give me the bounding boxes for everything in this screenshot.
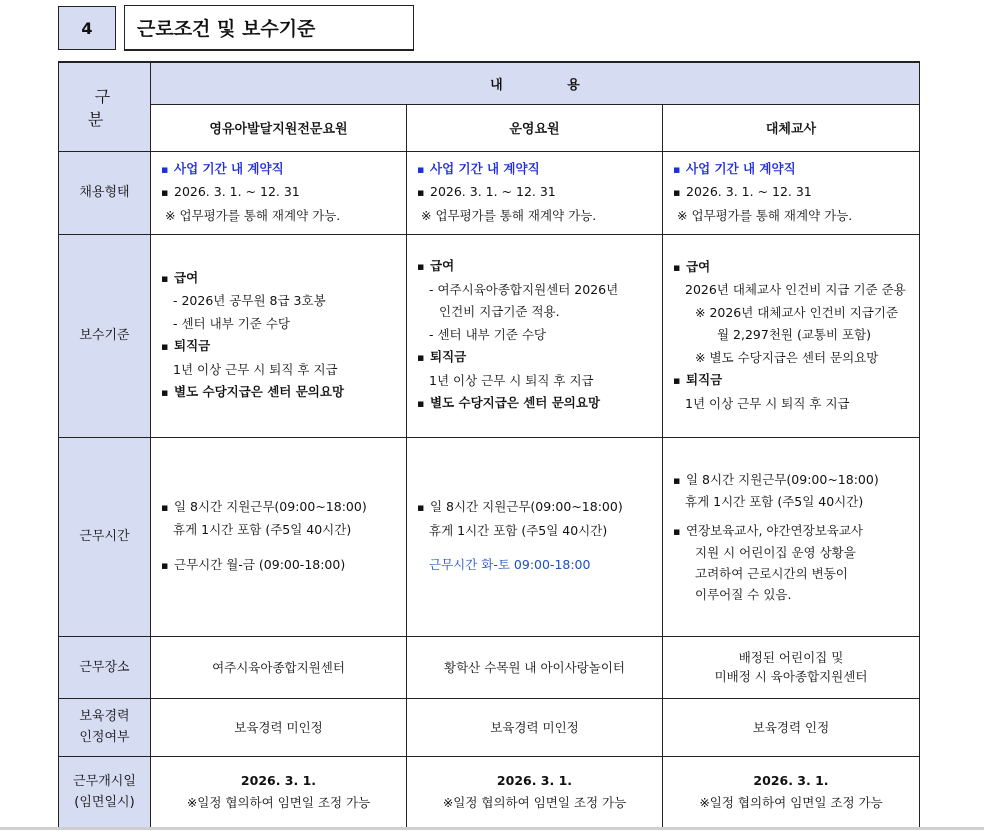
- hours-cell: ▪ 일 8시간 지원근무(09:00~18:00) 휴게 1시간 포함 (주5일 40시간) 근무시간 화-토 09:00-18:00: [407, 437, 663, 636]
- header-row: [59, 62, 920, 104]
- row-start: [59, 756, 920, 828]
- col-header-operator: 운영요원: [407, 104, 663, 151]
- pay-cell: ▪ 급여 - 2026년 공무원 8급 3호봉 - 센터 내부 기준 수당 ▪ 퇴직금 1년 이상 근무 시 퇴직 후 지급 ▪ 별도 수당지급은 센터 문의요망: [151, 234, 407, 437]
- employment-cell: ▪ 사업 기간 내 계약직 ▪ 2026. 3. 1. ~ 12. 31 ※ 업무평가를 통해 재계약 가능.: [663, 151, 920, 234]
- place-cell: 여주시육아종합지원센터: [151, 636, 407, 698]
- hours-cell: ▪ 일 8시간 지원근무(09:00~18:00) 휴게 1시간 포함 (주5일 40시간) ▪ 연장보육교사, 야간연장보육교사 지원 시 어린이집 운영 상황을 고려하여 근로시간의 변동이 이루어질 수 있음.: [663, 437, 920, 636]
- row-pay: [59, 234, 920, 437]
- employment-cell: ▪ 사업 기간 내 계약직 ▪ 2026. 3. 1. ~ 12. 31 ※ 업무평가를 통해 재계약 가능.: [151, 151, 407, 234]
- start-cell: 2026. 3. 1. ※일정 협의하여 임면일 조정 가능: [663, 756, 920, 828]
- naeyong-header: 내 용: [151, 62, 920, 104]
- col-header-specialist: 영유아발달지원전문요원: [151, 104, 407, 151]
- row-career: [59, 698, 920, 756]
- row-employment: [59, 151, 920, 234]
- start-cell: 2026. 3. 1. ※일정 협의하여 임면일 조정 가능: [407, 756, 663, 828]
- row-label-place: 근무장소: [59, 636, 151, 698]
- conditions-table: [58, 61, 920, 829]
- career-cell: 보육경력 인정: [663, 698, 920, 756]
- career-cell: 보육경력 미인정: [407, 698, 663, 756]
- column-header-row: [59, 104, 920, 151]
- row-hours: [59, 437, 920, 636]
- page-bottom-divider: [0, 827, 984, 830]
- row-place: [59, 636, 920, 698]
- employment-cell: ▪ 사업 기간 내 계약직 ▪ 2026. 3. 1. ~ 12. 31 ※ 업무평가를 통해 재계약 가능.: [407, 151, 663, 234]
- row-label-pay: 보수기준: [59, 234, 151, 437]
- row-label-employment: 채용형태: [59, 151, 151, 234]
- pay-cell: ▪ 급여 - 여주시육아종합지원센터 2026년 인건비 지급기준 적용. - 센터 내부 기준 수당 ▪ 퇴직금 1년 이상 근무 시 퇴직 후 지급 ▪ 별도 수당지급은 센터 문의요망: [407, 234, 663, 437]
- col-header-substitute: 대체교사: [663, 104, 920, 151]
- place-cell: 배정된 어린이집 및 미배정 시 육아종합지원센터: [663, 636, 920, 698]
- pay-cell: ▪ 급여 2026년 대체교사 인건비 지급 기준 준용 ※ 2026년 대체교사 인건비 지급기준 월 2,297천원 (교통비 포함) ※ 별도 수당지급은 센터 문의요망 ▪ 퇴직금 1년 이상 근무 시 퇴직 후 지급: [663, 234, 920, 437]
- row-label-career: 보육경력 인정여부: [59, 698, 151, 756]
- gubun-header: 구 분: [59, 62, 151, 151]
- section-title: 근로조건 및 보수기준: [124, 5, 414, 51]
- section-number: 4: [58, 6, 116, 50]
- row-label-start: 근무개시일 (임면일시): [59, 756, 151, 828]
- row-label-hours: 근무시간: [59, 437, 151, 636]
- career-cell: 보육경력 미인정: [151, 698, 407, 756]
- hours-cell: ▪ 일 8시간 지원근무(09:00~18:00) 휴게 1시간 포함 (주5일 40시간) ▪ 근무시간 월-금 (09:00-18:00): [151, 437, 407, 636]
- place-cell: 황학산 수목원 내 아이사랑놀이터: [407, 636, 663, 698]
- start-cell: 2026. 3. 1. ※일정 협의하여 임면일 조정 가능: [151, 756, 407, 828]
